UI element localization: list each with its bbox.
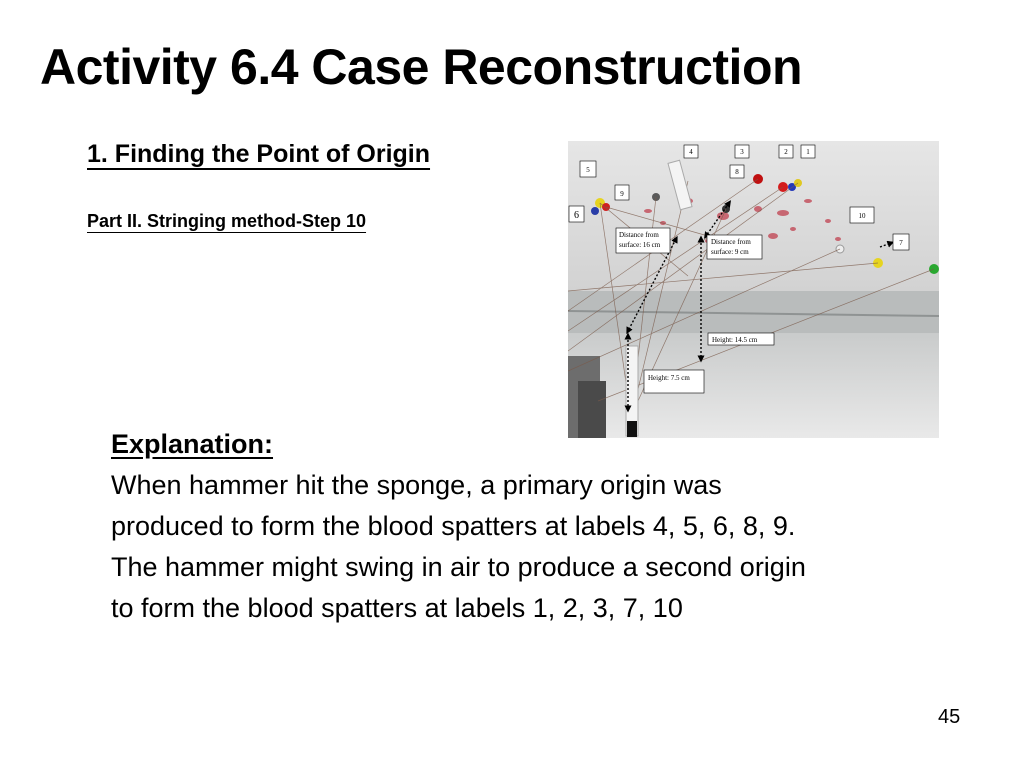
explanation-line-3: The hammer might swing in air to produce a second origin — [111, 552, 806, 582]
label-5: 5 — [586, 166, 590, 174]
evidence-photo — [568, 141, 939, 438]
label-8: 8 — [735, 168, 739, 176]
label-2: 2 — [784, 148, 788, 156]
step-heading: Part II. Stringing method-Step 10 — [87, 211, 367, 231]
callout-height-7-5: Height: 7.5 cm — [648, 374, 690, 382]
explanation-heading: Explanation: — [111, 429, 274, 459]
callout-distance-16-line1: Distance from — [619, 231, 659, 239]
wall-surface — [568, 141, 939, 291]
explanation-line-1: When hammer hit the sponge, a primary origin was — [111, 470, 722, 500]
label-4: 4 — [689, 148, 693, 156]
label-6: 6 — [574, 210, 579, 221]
floor-surface — [568, 333, 939, 438]
callout-distance-16-line2: surface: 16 cm — [619, 241, 661, 249]
label-1: 1 — [806, 148, 810, 156]
slide-title: Activity 6.4 Case Reconstruction — [40, 39, 803, 95]
label-3: 3 — [740, 148, 744, 156]
explanation-line-2: produced to form the blood spatters at labels 4, 5, 6, 8, 9. — [111, 511, 796, 541]
explanation-block — [111, 424, 1011, 629]
callout-height-14-5: Height: 14.5 cm — [712, 336, 758, 344]
label-10: 10 — [858, 212, 866, 220]
label-9: 9 — [620, 190, 624, 198]
label-7: 7 — [899, 239, 903, 247]
callout-distance-9-line2: surface: 9 cm — [711, 248, 749, 256]
page-number: 45 — [938, 706, 961, 728]
section-subtitle: 1. Finding the Point of Origin — [87, 140, 431, 168]
callout-distance-9-line1: Distance from — [711, 238, 751, 246]
explanation-line-4: to form the blood spatters at labels 1, 2, 3, 7, 10 — [111, 593, 683, 623]
